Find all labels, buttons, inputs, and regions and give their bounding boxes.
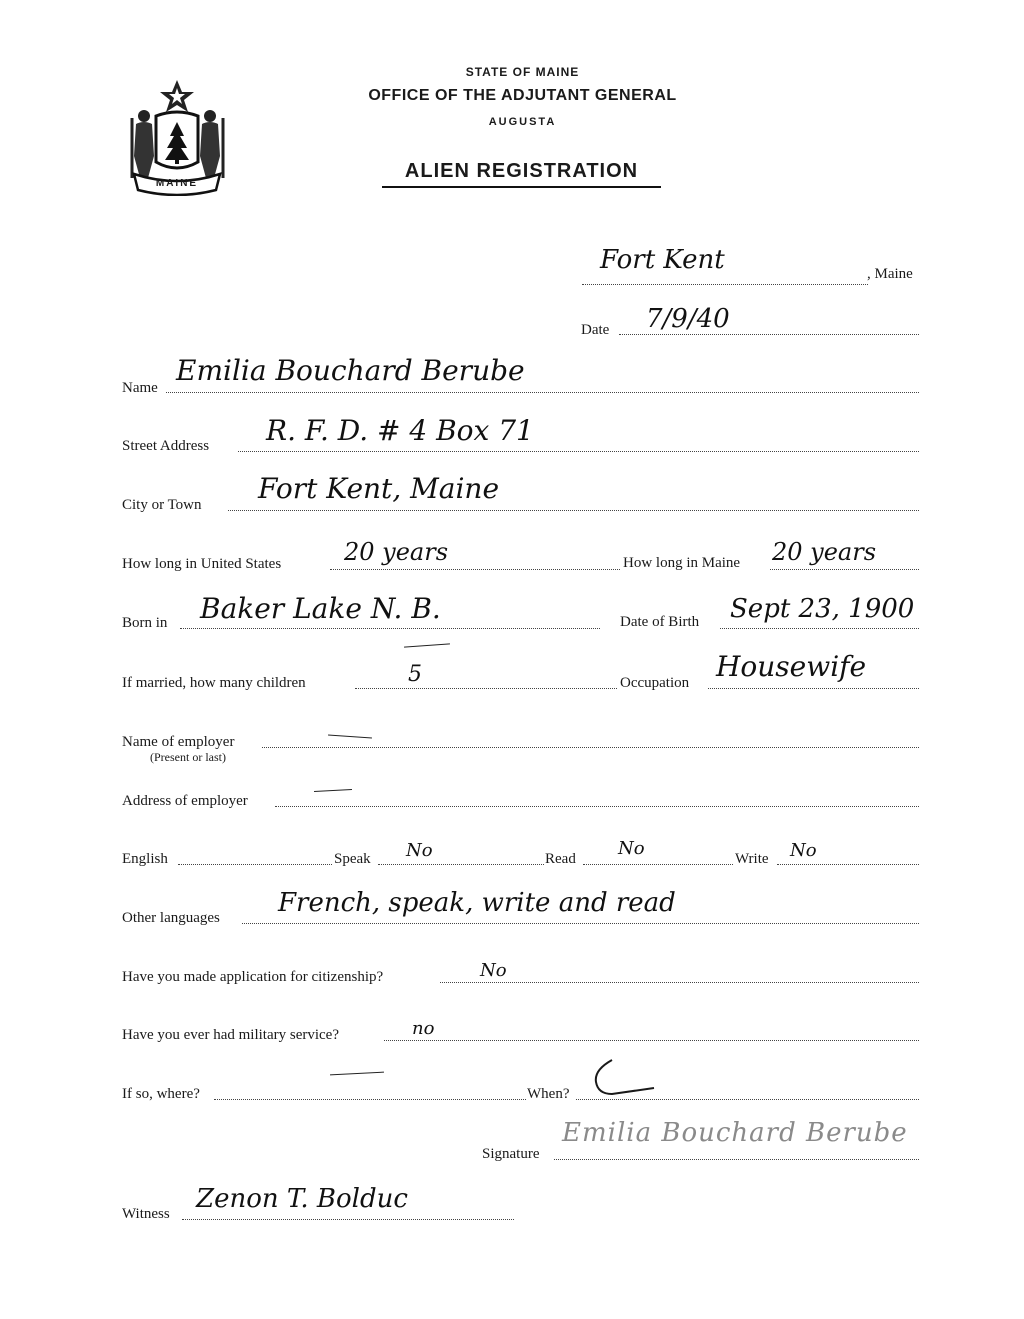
employer-name-dash [328,734,372,738]
date-line [619,334,919,335]
when-label: When? [527,1086,570,1102]
speak-label: Speak [334,851,371,867]
born-in-value: Baker Lake N. B. [200,592,441,625]
how-long-us-label: How long in United States [122,556,282,572]
write-line [777,864,919,865]
title-underline [382,186,661,188]
location-suffix: , Maine [867,266,913,282]
city-label: City or Town [122,497,202,513]
born-in-line [180,628,600,629]
born-in-stroke [404,643,450,647]
office-heading: OFFICE OF THE ADJUTANT GENERAL [368,87,677,104]
military-line [384,1040,919,1041]
city-line [228,510,919,511]
city-value: Fort Kent, Maine [258,472,500,505]
citizenship-line [440,982,919,983]
occupation-value: Housewife [716,650,867,683]
name-label: Name [122,380,158,396]
state-heading: STATE OF MAINE [465,65,580,79]
english-line [178,864,332,865]
other-languages-label: Other languages [122,910,220,926]
when-mark [586,1058,658,1100]
employer-address-dash [314,789,352,792]
where-dash [330,1072,384,1076]
born-in-label: Born in [122,615,168,631]
employer-name-sublabel: (Present or last) [150,750,226,764]
date-of-birth-value: Sept 23, 1900 [730,594,915,624]
form-title: ALIEN REGISTRATION [404,160,639,182]
witness-value: Zenon T. Bolduc [196,1184,408,1214]
date-value: 7/9/40 [646,304,730,334]
state-seal [124,78,230,196]
speak-value: No [406,840,433,861]
english-label: English [122,851,168,867]
occupation-label: Occupation [620,675,690,691]
signature-line [554,1159,919,1160]
name-value: Emilia Bouchard Berube [176,354,525,387]
how-long-us-value: 20 years [344,538,449,566]
location-line [582,284,868,285]
street-value: R. F. D. # 4 Box 71 [266,414,534,447]
signature-value: Emilia Bouchard Berube [562,1118,908,1148]
street-line [238,451,919,452]
where-line [214,1099,526,1100]
read-line [583,864,733,865]
speak-line [378,864,544,865]
write-label: Write [735,851,769,867]
children-label: If married, how many children [122,675,306,691]
date-of-birth-line [720,628,919,629]
other-languages-line [242,923,919,924]
witness-line [182,1219,514,1220]
write-value: No [790,840,817,861]
children-line [355,688,617,689]
how-long-maine-label: How long in Maine [623,555,741,571]
date-label: Date [581,322,610,338]
occupation-line [708,688,919,689]
military-label: Have you ever had military service? [122,1027,339,1043]
how-long-maine-value: 20 years [772,538,877,566]
city-heading: AUGUSTA [488,116,557,128]
employer-address-label: Address of employer [122,793,248,809]
employer-name-label: Name of employer [122,734,235,750]
where-label: If so, where? [122,1086,200,1102]
name-line [166,392,919,393]
employer-name-line [262,747,919,748]
location-value: Fort Kent [600,245,725,275]
witness-label: Witness [122,1206,170,1222]
children-value: 5 [408,662,422,687]
read-value: No [618,838,645,859]
employer-address-line [275,806,919,807]
how-long-maine-line [770,569,919,570]
street-label: Street Address [122,438,210,454]
read-label: Read [545,851,576,867]
seal-banner-text: MAINE [155,178,199,189]
military-value: no [412,1018,435,1039]
how-long-us-line [330,569,620,570]
other-languages-value: French, speak, write and read [278,888,676,918]
signature-label: Signature [482,1146,540,1162]
citizenship-label: Have you made application for citizenship? [122,969,384,985]
citizenship-value: No [480,960,507,981]
date-of-birth-label: Date of Birth [620,614,700,630]
